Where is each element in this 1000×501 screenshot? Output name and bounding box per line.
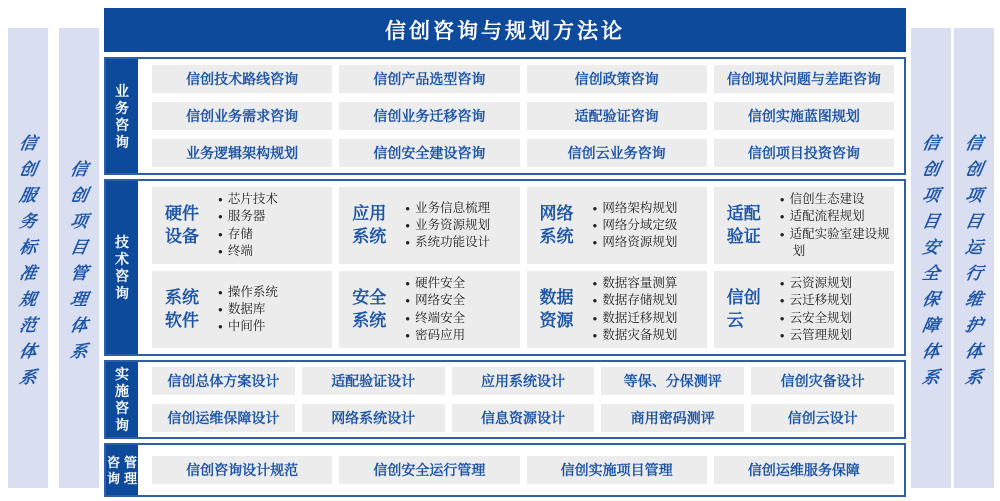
implementation-item: 商用密码测评 xyxy=(601,404,744,432)
bullet-item: ● 云资源规划 xyxy=(780,275,852,292)
section-implementation-label: 实 施 咨 询 xyxy=(106,362,138,437)
bullet-item: ● 业务信息梳理 xyxy=(405,200,490,217)
management-item: 信创咨询设计规范 xyxy=(152,456,332,484)
pillar-project-management-label: 信 创 项 目 管 理 体 系 xyxy=(68,159,89,361)
bullet-item: ● 存储 xyxy=(218,226,278,243)
business-item: 适配验证咨询 xyxy=(527,102,707,130)
business-item: 信创技术路线咨询 xyxy=(152,65,332,93)
tech-group-network xyxy=(527,187,707,264)
business-item: 信创项目投资咨询 xyxy=(714,139,894,167)
implementation-item: 适配验证设计 xyxy=(302,367,445,395)
implementation-item: 信创灾备设计 xyxy=(751,367,894,395)
bullet-item: ● 服务器 xyxy=(218,208,278,225)
bullet-item: ● 数据迁移规划 xyxy=(593,310,678,327)
bullet-item: ● 终端 xyxy=(218,243,278,260)
bullet-item: ● 云迁移规划 xyxy=(780,292,852,309)
bullet-item: ● 业务资源规划 xyxy=(405,217,490,234)
pillar-security-assurance xyxy=(911,28,951,488)
business-item: 信创现状问题与差距咨询 xyxy=(714,65,894,93)
tech-group-name: 应用系统 xyxy=(352,204,387,246)
pillar-service-standard xyxy=(8,28,48,488)
bullet-item: ● 数据容量测算 xyxy=(593,275,678,292)
section-consulting-management xyxy=(104,443,906,497)
business-row xyxy=(152,102,894,130)
tech-group-bullets xyxy=(405,200,492,252)
section-business-consulting xyxy=(104,57,906,175)
tech-group-bullets xyxy=(405,275,467,344)
section-technical-label: 技 术 咨 询 xyxy=(106,181,138,354)
bullet-item: ● 网络资源规划 xyxy=(593,234,678,251)
tech-group-name: 系统软件 xyxy=(165,288,199,330)
tech-group-cloud xyxy=(714,271,894,348)
implementation-item: 信创运维保障设计 xyxy=(152,404,295,432)
page-title: 信创咨询与规划方法论 xyxy=(104,8,906,52)
bullet-item: ● 适配流程规划 xyxy=(780,208,890,225)
implementation-item: 信息资源设计 xyxy=(452,404,595,432)
bullet-item: ● 系统功能设计 xyxy=(405,234,490,251)
bullet-item: ● 云安全规划 xyxy=(780,310,852,327)
management-item: 信创实施项目管理 xyxy=(527,456,707,484)
tech-group-bullets xyxy=(218,284,280,336)
business-item: 信创业务需求咨询 xyxy=(152,102,332,130)
tech-group-bullets xyxy=(218,191,280,260)
section-implementation-consulting xyxy=(104,360,906,439)
business-item: 信创云业务咨询 xyxy=(527,139,707,167)
bullet-item: ● 网络分域定级 xyxy=(593,217,678,234)
methodology-panel xyxy=(104,8,906,501)
technical-row xyxy=(152,271,894,348)
tech-group-name: 硬件设备 xyxy=(165,204,199,246)
pillar-service-standard-label: 信 创 服 务 标 准 规 范 体 系 xyxy=(17,133,38,387)
implementation-item: 信创云设计 xyxy=(751,404,894,432)
business-item: 业务逻辑架构规划 xyxy=(152,139,332,167)
bullet-item: ● 芯片技术 xyxy=(218,191,278,208)
tech-group-system-software xyxy=(152,271,332,348)
business-item: 信创产品选型咨询 xyxy=(339,65,519,93)
bullet-item: ● 适配实验室建设规划 xyxy=(780,226,890,261)
bullet-item: ● 网络安全 xyxy=(405,292,465,309)
pillar-security-assurance-label: 信 创 项 目 安 全 保 障 体 系 xyxy=(920,133,941,387)
business-row xyxy=(152,65,894,93)
tech-group-name: 信创云 xyxy=(726,288,761,330)
pillar-project-management xyxy=(59,28,99,488)
implementation-item: 网络系统设计 xyxy=(302,404,445,432)
tech-group-name: 安全系统 xyxy=(352,288,387,330)
bullet-item: ● 云管理规划 xyxy=(780,327,852,344)
implementation-item: 应用系统设计 xyxy=(452,367,595,395)
bullet-item: ● 数据库 xyxy=(218,301,278,318)
tech-group-application xyxy=(339,187,519,264)
bullet-item: ● 中间件 xyxy=(218,318,278,335)
management-row xyxy=(152,456,894,484)
section-technical-consulting xyxy=(104,179,906,356)
tech-group-data-resource xyxy=(527,271,707,348)
tech-group-bullets xyxy=(593,275,680,344)
tech-group-name: 数据资源 xyxy=(539,288,574,330)
pillar-operation-maintenance xyxy=(954,28,994,488)
business-item: 信创政策咨询 xyxy=(527,65,707,93)
bullet-item: ● 密码应用 xyxy=(405,327,465,344)
section-business-label: 业 务 咨 询 xyxy=(106,59,138,173)
implementation-row xyxy=(152,404,894,432)
bullet-item: ● 网络架构规划 xyxy=(593,200,678,217)
implementation-item: 信创总体方案设计 xyxy=(152,367,295,395)
implementation-item: 等保、分保测评 xyxy=(601,367,744,395)
implementation-row xyxy=(152,367,894,395)
tech-group-bullets xyxy=(780,275,854,344)
tech-group-name: 网络系统 xyxy=(539,204,574,246)
technical-row xyxy=(152,187,894,264)
bullet-item: ● 信创生态建设 xyxy=(780,191,890,208)
tech-group-bullets xyxy=(593,200,680,252)
bullet-item: ● 数据存储规划 xyxy=(593,292,678,309)
bullet-item: ● 操作系统 xyxy=(218,284,278,301)
business-item: 信创安全建设咨询 xyxy=(339,139,519,167)
business-item: 信创实施蓝图规划 xyxy=(714,102,894,130)
tech-group-hardware xyxy=(152,187,332,264)
tech-group-name: 适配验证 xyxy=(726,204,761,246)
management-item: 信创安全运行管理 xyxy=(339,456,519,484)
tech-group-bullets xyxy=(780,191,892,260)
pillar-operation-maintenance-label: 信 创 项 目 运 行 维 护 体 系 xyxy=(963,133,984,387)
bullet-item: ● 数据灾备规划 xyxy=(593,327,678,344)
section-management-label: 咨 询 管 理 xyxy=(106,445,138,495)
tech-group-security xyxy=(339,271,519,348)
management-item: 信创运维服务保障 xyxy=(714,456,894,484)
tech-group-adaptation xyxy=(714,187,894,264)
business-row xyxy=(152,139,894,167)
bullet-item: ● 终端安全 xyxy=(405,310,465,327)
bullet-item: ● 硬件安全 xyxy=(405,275,465,292)
business-item: 信创业务迁移咨询 xyxy=(339,102,519,130)
